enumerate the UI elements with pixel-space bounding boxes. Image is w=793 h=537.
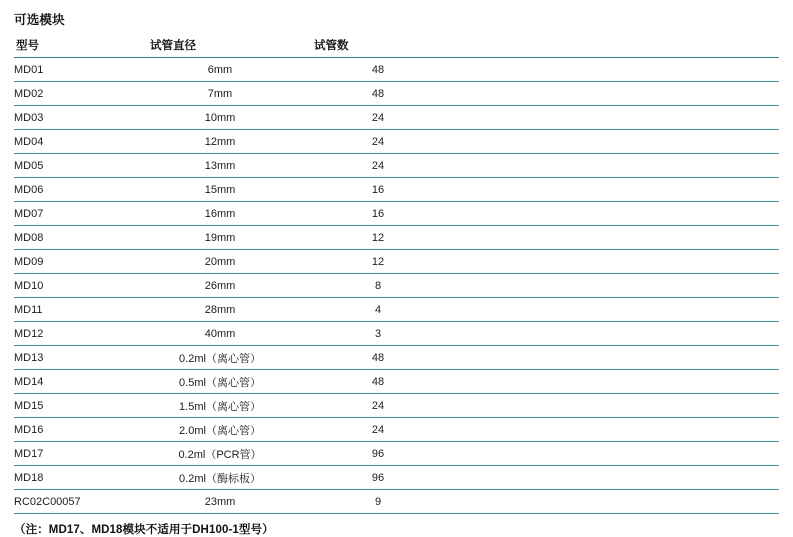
cell-spacer bbox=[448, 202, 779, 226]
cell-count: 48 bbox=[308, 370, 448, 394]
column-header-count: 试管数 bbox=[308, 35, 448, 58]
cell-count: 3 bbox=[308, 322, 448, 346]
cell-diameter: 6mm bbox=[132, 58, 308, 82]
cell-model: MD02 bbox=[14, 82, 132, 106]
cell-count: 24 bbox=[308, 130, 448, 154]
table-row bbox=[14, 250, 779, 274]
cell-count: 24 bbox=[308, 154, 448, 178]
cell-spacer bbox=[448, 490, 779, 514]
cell-diameter: 20mm bbox=[132, 250, 308, 274]
cell-spacer bbox=[448, 442, 779, 466]
cell-model: MD08 bbox=[14, 226, 132, 250]
cell-model: MD13 bbox=[14, 346, 132, 370]
column-header-diameter: 试管直径 bbox=[132, 35, 308, 58]
cell-diameter: 19mm bbox=[132, 226, 308, 250]
cell-model: MD09 bbox=[14, 250, 132, 274]
cell-spacer bbox=[448, 370, 779, 394]
cell-count: 48 bbox=[308, 58, 448, 82]
table-row bbox=[14, 154, 779, 178]
cell-count: 24 bbox=[308, 394, 448, 418]
footnote: （注：MD17、MD18模块不适用于DH100-1型号） bbox=[14, 524, 274, 536]
table-row bbox=[14, 274, 779, 298]
cell-spacer bbox=[448, 130, 779, 154]
cell-diameter: 0.2ml（PCR管） bbox=[132, 442, 308, 466]
cell-model: MD01 bbox=[14, 58, 132, 82]
cell-diameter: 7mm bbox=[132, 82, 308, 106]
table-row bbox=[14, 394, 779, 418]
cell-model: MD04 bbox=[14, 130, 132, 154]
cell-model: MD05 bbox=[14, 154, 132, 178]
table-row bbox=[14, 178, 779, 202]
cell-spacer bbox=[448, 250, 779, 274]
table-row bbox=[14, 298, 779, 322]
cell-model: MD16 bbox=[14, 418, 132, 442]
table-header bbox=[14, 35, 779, 58]
cell-spacer bbox=[448, 178, 779, 202]
cell-count: 96 bbox=[308, 442, 448, 466]
cell-spacer bbox=[448, 322, 779, 346]
cell-model: MD03 bbox=[14, 106, 132, 130]
table-row bbox=[14, 106, 779, 130]
cell-model: MD12 bbox=[14, 322, 132, 346]
cell-count: 48 bbox=[308, 82, 448, 106]
page-title: 可选模块 bbox=[14, 13, 65, 27]
cell-model: MD10 bbox=[14, 274, 132, 298]
cell-spacer bbox=[448, 346, 779, 370]
cell-diameter: 0.2ml（酶标板） bbox=[132, 466, 308, 490]
cell-model: MD17 bbox=[14, 442, 132, 466]
cell-count: 9 bbox=[308, 490, 448, 514]
cell-count: 96 bbox=[308, 466, 448, 490]
cell-model: MD14 bbox=[14, 370, 132, 394]
cell-diameter: 12mm bbox=[132, 130, 308, 154]
cell-diameter: 13mm bbox=[132, 154, 308, 178]
cell-model: MD06 bbox=[14, 178, 132, 202]
cell-model: RC02C00057 bbox=[14, 490, 132, 514]
cell-count: 48 bbox=[308, 346, 448, 370]
table-row bbox=[14, 490, 779, 514]
cell-count: 16 bbox=[308, 202, 448, 226]
cell-spacer bbox=[448, 154, 779, 178]
table-row bbox=[14, 226, 779, 250]
cell-count: 8 bbox=[308, 274, 448, 298]
cell-model: MD07 bbox=[14, 202, 132, 226]
cell-spacer bbox=[448, 418, 779, 442]
cell-model: MD18 bbox=[14, 466, 132, 490]
table-header-row bbox=[14, 35, 779, 58]
table-row bbox=[14, 442, 779, 466]
cell-diameter: 15mm bbox=[132, 178, 308, 202]
cell-count: 12 bbox=[308, 250, 448, 274]
cell-count: 4 bbox=[308, 298, 448, 322]
cell-spacer bbox=[448, 298, 779, 322]
cell-count: 24 bbox=[308, 418, 448, 442]
table-row bbox=[14, 322, 779, 346]
cell-spacer bbox=[448, 274, 779, 298]
cell-diameter: 2.0ml（离心管） bbox=[132, 418, 308, 442]
optional-modules-table bbox=[14, 35, 779, 514]
table-row bbox=[14, 58, 779, 82]
cell-diameter: 0.5ml（离心管） bbox=[132, 370, 308, 394]
cell-count: 24 bbox=[308, 106, 448, 130]
cell-diameter: 10mm bbox=[132, 106, 308, 130]
table-row bbox=[14, 370, 779, 394]
cell-diameter: 1.5ml（离心管） bbox=[132, 394, 308, 418]
cell-diameter: 28mm bbox=[132, 298, 308, 322]
table-row bbox=[14, 82, 779, 106]
cell-diameter: 23mm bbox=[132, 490, 308, 514]
table-row bbox=[14, 346, 779, 370]
table-row bbox=[14, 466, 779, 490]
cell-model: MD11 bbox=[14, 298, 132, 322]
cell-spacer bbox=[448, 82, 779, 106]
cell-diameter: 16mm bbox=[132, 202, 308, 226]
table-row bbox=[14, 202, 779, 226]
column-header-spacer bbox=[448, 35, 779, 58]
cell-count: 12 bbox=[308, 226, 448, 250]
cell-spacer bbox=[448, 466, 779, 490]
table-body bbox=[14, 58, 779, 514]
table-row bbox=[14, 418, 779, 442]
cell-diameter: 40mm bbox=[132, 322, 308, 346]
table-row bbox=[14, 130, 779, 154]
cell-diameter: 0.2ml（离心管） bbox=[132, 346, 308, 370]
cell-spacer bbox=[448, 394, 779, 418]
column-header-model: 型号 bbox=[14, 35, 132, 58]
cell-spacer bbox=[448, 226, 779, 250]
cell-model: MD15 bbox=[14, 394, 132, 418]
cell-spacer bbox=[448, 58, 779, 82]
cell-spacer bbox=[448, 106, 779, 130]
cell-count: 16 bbox=[308, 178, 448, 202]
cell-diameter: 26mm bbox=[132, 274, 308, 298]
